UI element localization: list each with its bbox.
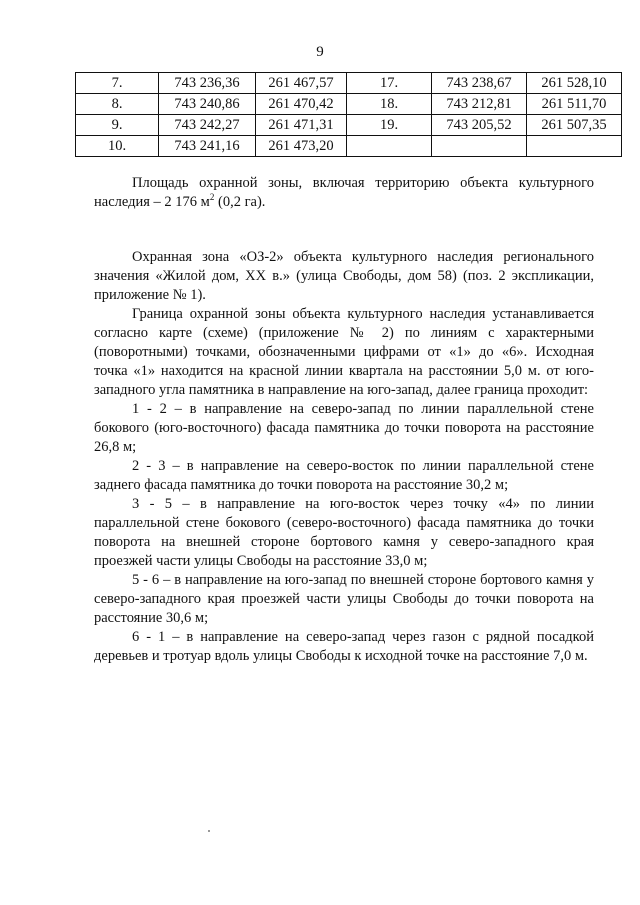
- segment-paragraph: 5 - 6 – в направление на юго-запад по внешней стороне бортового камня у северо-западного края проезжей части улицы Свободы до точки поворота на расстояние 30,6 м;: [94, 572, 594, 626]
- table-cell: 261 473,20: [256, 136, 347, 157]
- table-row: [76, 94, 622, 115]
- table-cell: 261 511,70: [527, 94, 622, 115]
- table-cell: 261 507,35: [527, 115, 622, 136]
- area-text: Площадь охранной зоны, включая территорию объекта культурного наследия – 2 176 м: [94, 175, 594, 210]
- table-cell: [432, 136, 527, 157]
- table-row: [76, 115, 622, 136]
- table-cell: 261 470,42: [256, 94, 347, 115]
- document-body: [94, 174, 594, 666]
- area-text-end: (0,2 га).: [214, 194, 266, 210]
- coordinates-table: [75, 72, 622, 157]
- table-cell: 7.: [76, 73, 159, 94]
- area-superscript: 2: [209, 192, 215, 203]
- table-cell: 8.: [76, 94, 159, 115]
- scan-speck: [208, 830, 210, 832]
- table-cell: 10.: [76, 136, 159, 157]
- table-cell: 743 236,36: [159, 73, 256, 94]
- table-cell: 9.: [76, 115, 159, 136]
- area-paragraph: [94, 174, 594, 212]
- table-cell: 743 242,27: [159, 115, 256, 136]
- table-cell: 261 528,10: [527, 73, 622, 94]
- segment-paragraph: 6 - 1 – в направление на северо-запад через газон с рядной посадкой деревьев и тротуар вдоль улицы Свободы к исходной точке на расстояние 7,0 м.: [94, 629, 594, 664]
- segment-paragraph: 1 - 2 – в направление на северо-запад по линии параллельной стене бокового (юго-восточного) фасада памятника до точки поворота на расстояние 26,8 м;: [94, 401, 594, 455]
- table-cell: 17.: [347, 73, 432, 94]
- table-cell: 743 205,52: [432, 115, 527, 136]
- table-cell: 743 241,16: [159, 136, 256, 157]
- table-cell: 743 238,67: [432, 73, 527, 94]
- table-cell: 743 212,81: [432, 94, 527, 115]
- page-number: 9: [316, 44, 324, 60]
- table-row: [76, 73, 622, 94]
- table-cell: [527, 136, 622, 157]
- table-cell: [347, 136, 432, 157]
- boundary-paragraph: Граница охранной зоны объекта культурного наследия устанавливается согласно карте (схеме) (приложение № 2) по линиям с характерными (поворотными) точками, обозначенными цифрами от «1» до «6». Исходная точка «1» находится на красной линии квартала на расстоянии 5,0 м. от юго-западного угла памятника в направление на юго-запад, далее граница проходит:: [94, 306, 594, 398]
- table-cell: 261 471,31: [256, 115, 347, 136]
- table-cell: 261 467,57: [256, 73, 347, 94]
- table-cell: 18.: [347, 94, 432, 115]
- segment-paragraph: 3 - 5 – в направление на юго-восток через точку «4» по линии параллельной стене бокового (северо-восточного) фасада памятника до точки поворота на внешней стороне бортового камня у северо-западного края проезжей части улицы Свободы на расстояние 33,0 м;: [94, 496, 594, 569]
- zone-heading-paragraph: Охранная зона «ОЗ-2» объекта культурного наследия регионального значения «Жилой дом, XX в.» (улица Свободы, дом 58) (поз. 2 экспликации, приложение № 1).: [94, 249, 594, 303]
- table-cell: 743 240,86: [159, 94, 256, 115]
- segment-paragraph: 2 - 3 – в направление на северо-восток по линии параллельной стене заднего фасада памятника до точки поворота на расстояние 30,2 м;: [94, 458, 594, 493]
- table-row: [76, 136, 622, 157]
- table-cell: 19.: [347, 115, 432, 136]
